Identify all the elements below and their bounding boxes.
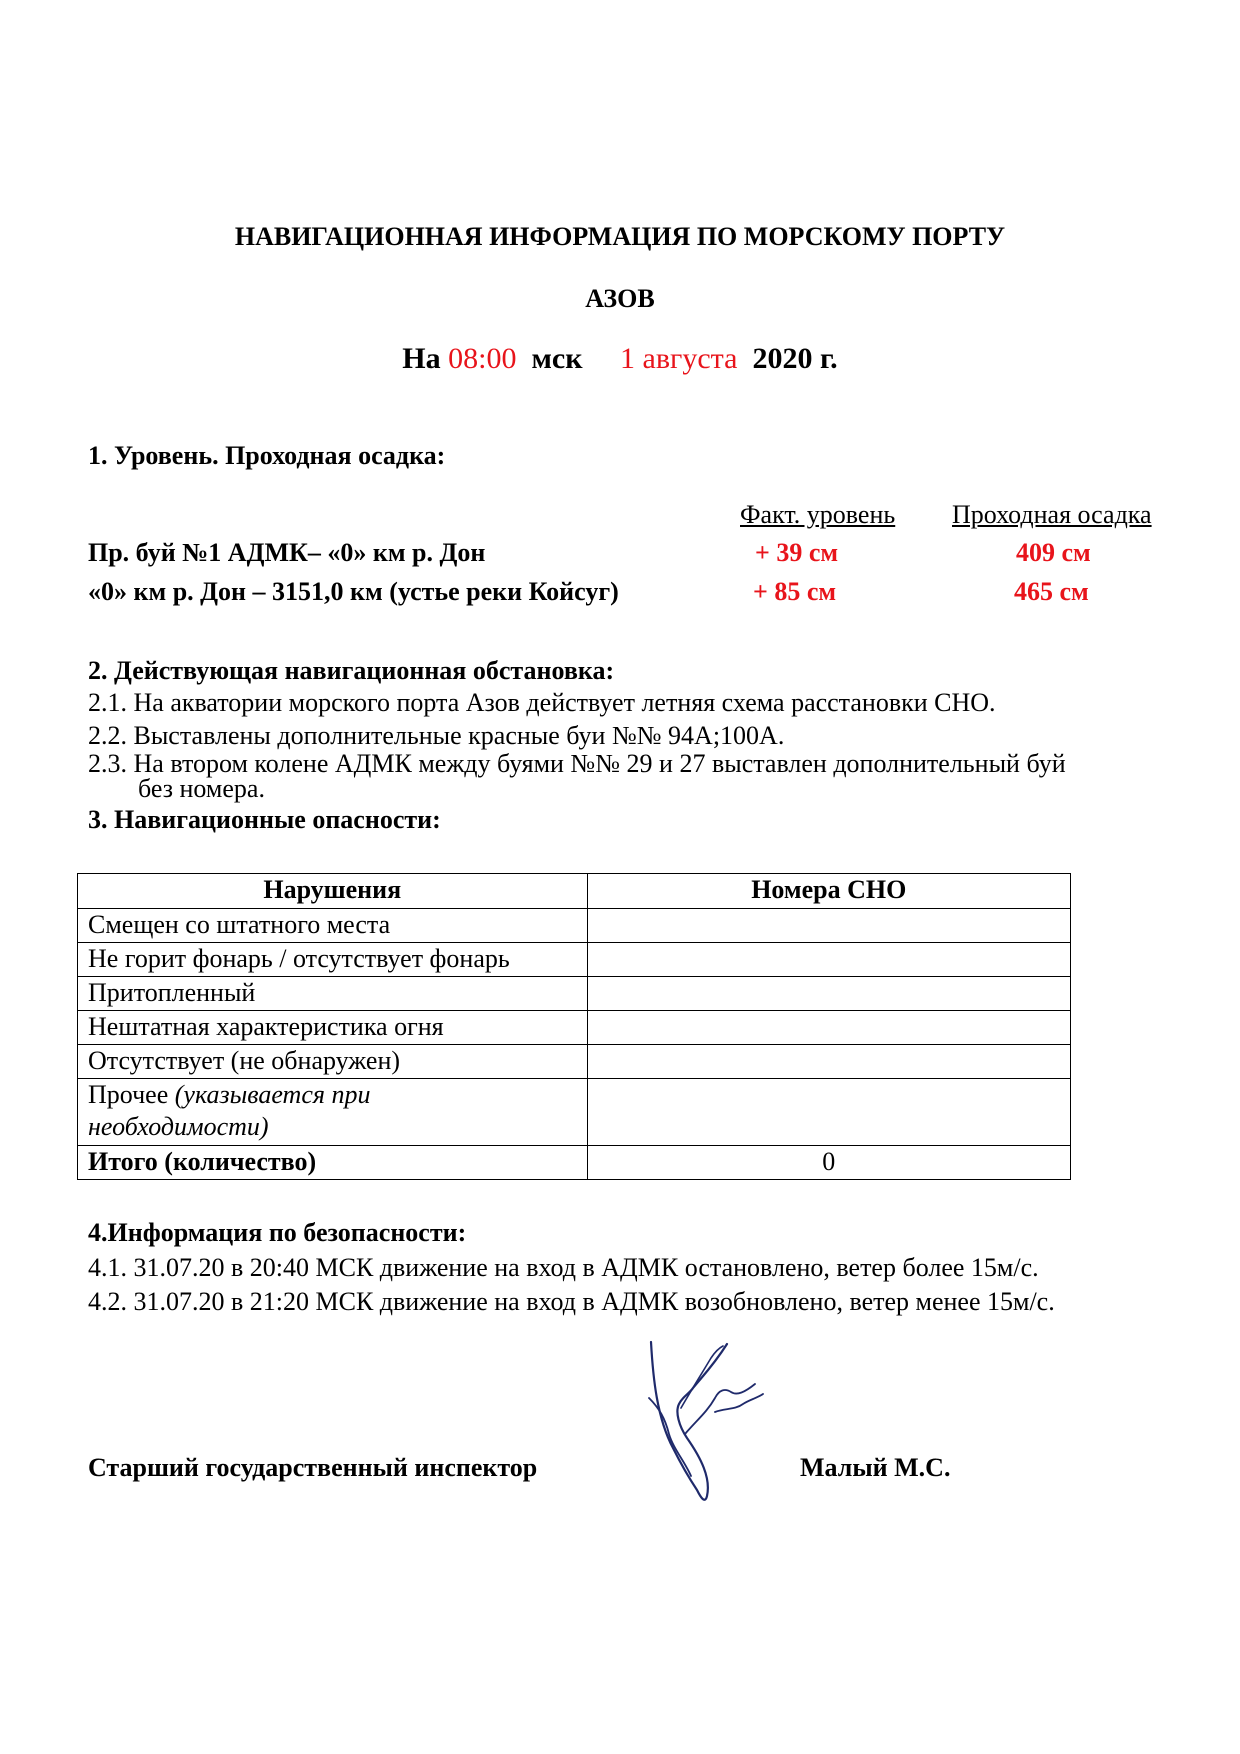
col-header-numbers: Номера СНО — [587, 874, 1070, 909]
col-header-draft: Проходная осадка — [952, 500, 1152, 529]
nav-item: 2.3. На втором колене АДМК между буями №№ 29 и 27 выставлен дополнительный буй — [88, 749, 1066, 778]
table-row — [78, 1079, 1071, 1146]
signature-image — [645, 1338, 775, 1508]
nav-item: 2.2. Выставлены дополнительные красные буи №№ 94А;100А. — [88, 721, 785, 750]
report-datetime — [0, 342, 1240, 376]
table-row — [78, 909, 1071, 943]
violation-label: Отсутствует (не обнаружен) — [78, 1045, 588, 1079]
section1-heading: 1. Уровень. Проходная осадка: — [88, 441, 446, 470]
level-row-value: + 85 см — [753, 577, 837, 606]
other-label: Прочее — [88, 1080, 169, 1109]
violation-label: Не горит фонарь / отсутствует фонарь — [78, 943, 588, 977]
total-label: Итого (количество) — [78, 1146, 588, 1180]
section2-heading: 2. Действующая навигационная обстановка: — [88, 656, 615, 685]
violation-numbers — [587, 977, 1070, 1011]
violation-other — [78, 1079, 588, 1146]
safety-item: 4.1. 31.07.20 в 20:40 МСК движение на вход в АДМК остановлено, ветер более 15м/с. — [88, 1253, 1039, 1282]
nav-item: 2.1. На акватории морского порта Азов действует летняя схема расстановки СНО. — [88, 688, 996, 717]
time-unit: мск — [531, 342, 583, 375]
total-value: 0 — [587, 1146, 1070, 1180]
violation-numbers — [587, 1011, 1070, 1045]
table-row — [78, 943, 1071, 977]
col-header-violations: Нарушения — [78, 874, 588, 909]
violation-label: Нештатная характеристика огня — [78, 1011, 588, 1045]
violation-numbers — [587, 1045, 1070, 1079]
port-name: АЗОВ — [585, 284, 655, 313]
time-prefix: На — [402, 342, 441, 375]
violation-label: Притопленный — [78, 977, 588, 1011]
draft-row-value: 409 см — [1016, 538, 1091, 567]
level-row-location: «0» км р. Дон – 3151,0 км (устье реки Койсуг) — [88, 577, 619, 606]
signer-position: Старший государственный инспектор — [88, 1453, 538, 1482]
document-title: НАВИГАЦИОННАЯ ИНФОРМАЦИЯ ПО МОРСКОМУ ПОРТУ — [234, 222, 1006, 251]
table-header-row — [78, 874, 1071, 909]
table-row — [78, 1045, 1071, 1079]
level-row-value: + 39 см — [755, 538, 839, 567]
report-time: 08:00 — [448, 342, 517, 375]
level-row-location: Пр. буй №1 АДМК– «0» км р. Дон — [88, 538, 486, 567]
report-year: 2020 г. — [752, 342, 838, 375]
section3-heading: 3. Навигационные опасности: — [88, 805, 441, 834]
table-row — [78, 1011, 1071, 1045]
table-total-row — [78, 1146, 1071, 1180]
draft-row-value: 465 см — [1014, 577, 1089, 606]
report-date: 1 августа — [620, 342, 738, 375]
table-row — [78, 977, 1071, 1011]
nav-item-continuation: без номера. — [138, 774, 265, 803]
signer-name: Малый М.С. — [800, 1453, 951, 1482]
section4-heading: 4.Информация по безопасности: — [88, 1218, 467, 1247]
hazards-table — [77, 873, 1071, 1180]
col-header-level: Факт. уровень — [740, 500, 896, 529]
violation-numbers — [587, 943, 1070, 977]
safety-item: 4.2. 31.07.20 в 21:20 МСК движение на вход в АДМК возобновлено, ветер менее 15м/с. — [88, 1287, 1055, 1316]
other-note: (указывается при — [174, 1080, 371, 1109]
violation-label: Смещен со штатного места — [78, 909, 588, 943]
violation-numbers — [587, 1079, 1070, 1146]
violation-numbers — [587, 909, 1070, 943]
other-note: необходимости) — [88, 1112, 269, 1141]
